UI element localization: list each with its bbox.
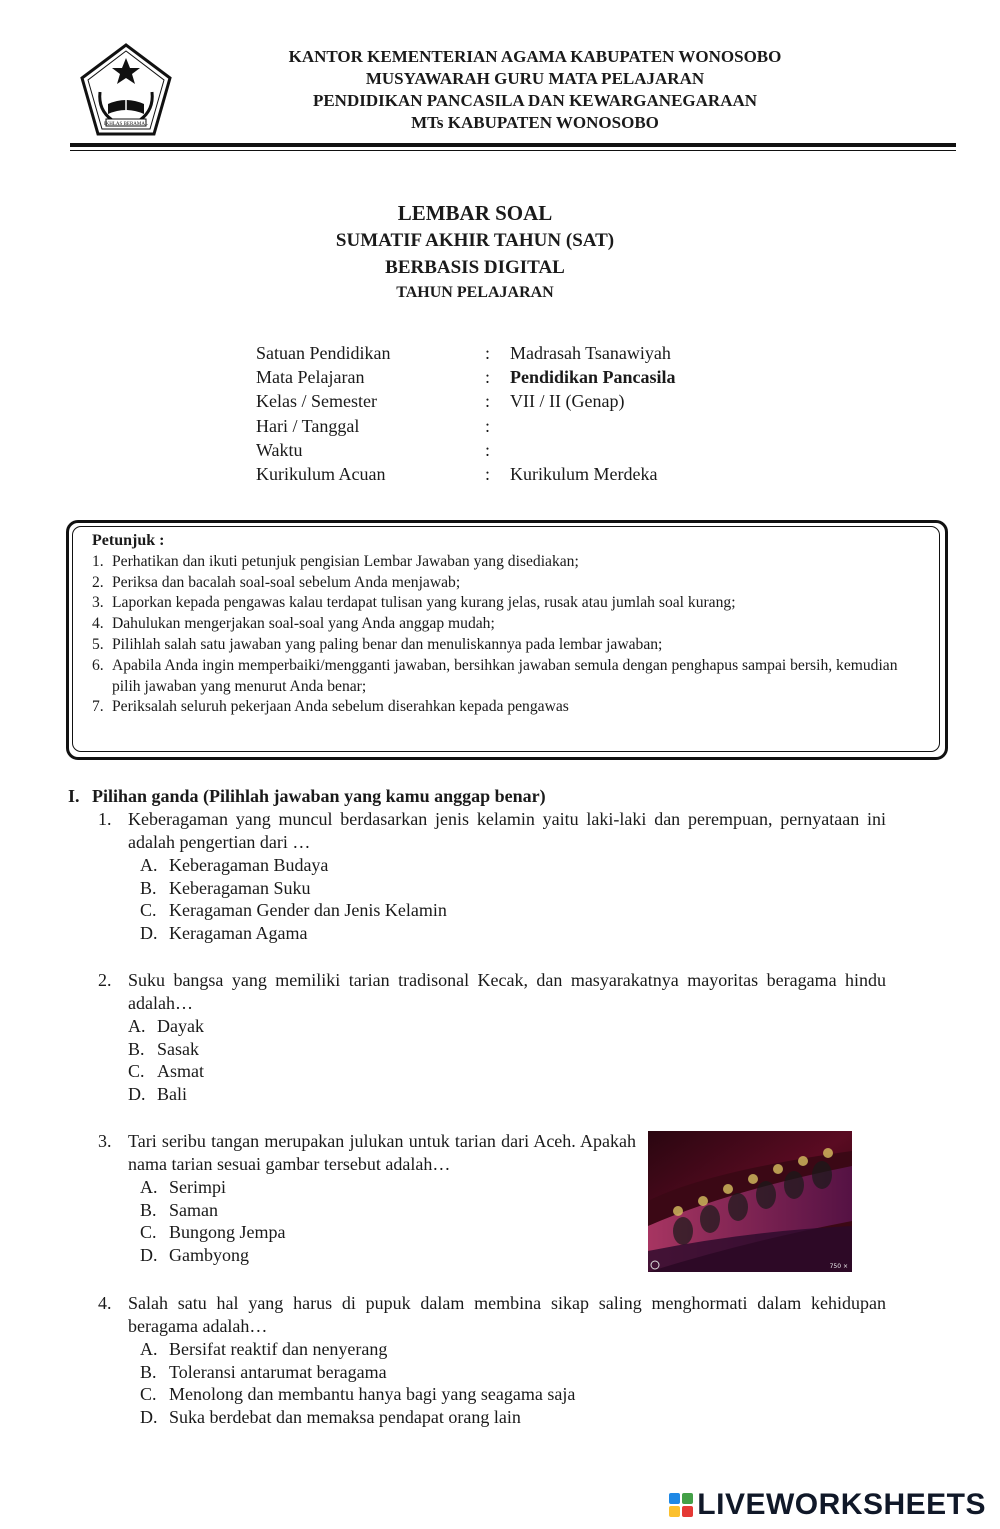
option-letter: D. <box>140 1244 158 1265</box>
option-letter: C. <box>128 1061 145 1082</box>
identity-label: Waktu <box>256 439 303 460</box>
identity-colon: : <box>485 343 491 363</box>
section-title <box>68 784 546 808</box>
option-letter: A. <box>140 1177 158 1197</box>
letterhead-line-2: MUSYAWARAH GURU MATA PELAJARAN <box>365 69 705 88</box>
option-letter: A. <box>140 1339 158 1359</box>
answer-options <box>140 1338 886 1428</box>
answer-option[interactable] <box>140 854 886 877</box>
letterhead-line-1: KANTOR KEMENTERIAN AGAMA KABUPATEN WONOSOBO <box>288 47 782 66</box>
letterhead <box>230 46 840 134</box>
instruction-number: 2. <box>92 573 104 591</box>
instructions <box>92 531 922 718</box>
identity-row <box>256 389 676 413</box>
identity-colon: : <box>485 439 491 460</box>
answer-option[interactable] <box>140 1338 886 1361</box>
identity-row <box>256 341 676 365</box>
instruction-item <box>92 697 922 718</box>
option-text: Keberagaman Suku <box>169 877 311 898</box>
option-text: Sasak <box>157 1038 199 1059</box>
identity-colon: : <box>485 367 491 388</box>
question-text: Tari seribu tangan merupakan julukan untuk tarian dari Aceh. Apakah nama tarian sesuai gambar tersebut adalah… <box>128 1131 636 1174</box>
option-letter: B. <box>128 1038 145 1059</box>
option-text: Bungong Jempa <box>169 1222 286 1243</box>
title-line-1: LEMBAR SOAL <box>397 201 553 225</box>
question-number: 2. <box>98 970 112 990</box>
option-text: Gambyong <box>169 1244 249 1265</box>
answer-option[interactable] <box>128 1083 886 1106</box>
identity-value: Kurikulum Merdeka <box>510 463 658 484</box>
question-stem <box>98 1292 886 1338</box>
identity-row <box>256 438 676 462</box>
instruction-text: Periksa dan bacalah soal-soal sebelum Anda menjawab; <box>112 573 461 591</box>
option-text: Saman <box>169 1199 218 1220</box>
option-letter: B. <box>140 1199 157 1220</box>
option-letter: D. <box>128 1083 146 1104</box>
option-text: Toleransi antarumat beragama <box>169 1361 387 1382</box>
question-text: Salah satu hal yang harus di pupuk dalam membina sikap saling menghormati dalam kehidupan beragama adalah… <box>128 1293 886 1336</box>
option-text: Dayak <box>157 1016 204 1036</box>
logo-motto: IKHLAS BERAMAL <box>103 122 149 127</box>
answer-options <box>128 1015 886 1105</box>
option-letter: D. <box>140 1406 158 1427</box>
identity-value: Madrasah Tsanawiyah <box>510 343 671 363</box>
brand-name: LIVEWORKSHEETS <box>697 1488 986 1521</box>
question-1 <box>98 808 886 944</box>
instruction-item <box>92 614 922 635</box>
letterhead-divider-thin <box>70 150 956 151</box>
option-letter: B. <box>140 877 157 898</box>
letterhead-line-4: MTs KABUPATEN WONOSOBO <box>411 113 659 132</box>
identity-colon: : <box>485 391 491 412</box>
option-text: Asmat <box>157 1061 204 1082</box>
instruction-item <box>92 593 922 614</box>
instructions-title: Petunjuk : <box>92 532 165 549</box>
question-number: 4. <box>98 1293 112 1313</box>
document-title <box>250 199 700 305</box>
answer-options <box>140 854 886 944</box>
option-text: Serimpi <box>169 1177 226 1197</box>
title-line-4: TAHUN PELAJARAN <box>396 284 554 301</box>
identity-row <box>256 414 676 438</box>
instruction-text: Apabila Anda ingin memperbaiki/mengganti jawaban, bersihkan jawaban semula dengan penghapus sampai bersih, kemudian pilih jawaban yang menurut Anda benar; <box>112 656 898 695</box>
option-text: Bali <box>157 1083 187 1104</box>
identity-table <box>256 341 676 486</box>
instruction-number: 1. <box>92 552 104 570</box>
answer-option[interactable] <box>140 1383 886 1406</box>
option-letter: A. <box>128 1016 146 1036</box>
answer-option[interactable] <box>140 922 886 945</box>
option-text: Keberagaman Budaya <box>169 855 329 875</box>
instructions-list <box>92 552 922 718</box>
instruction-text: Perhatikan dan ikuti petunjuk pengisian Lembar Jawaban yang disediakan; <box>112 552 579 570</box>
instruction-item <box>92 635 922 656</box>
image-size-caption: 750 × <box>829 1263 848 1270</box>
question-number: 1. <box>98 809 112 829</box>
instruction-number: 7. <box>92 698 104 716</box>
option-letter: C. <box>140 900 157 921</box>
question-stem <box>98 969 886 1015</box>
option-text: Keragaman Agama <box>169 922 308 943</box>
instruction-text: Pilihlah salah satu jawaban yang paling benar dan menuliskannya pada lembar jawaban; <box>112 635 663 653</box>
answer-option[interactable] <box>140 899 886 922</box>
instruction-item <box>92 573 922 594</box>
identity-label: Hari / Tanggal <box>256 415 360 436</box>
section-number: I. <box>68 786 80 806</box>
instruction-item <box>92 552 922 573</box>
question-4 <box>98 1292 886 1428</box>
instruction-number: 5. <box>92 635 104 653</box>
answer-option[interactable] <box>128 1038 886 1061</box>
question-text: Suku bangsa yang memiliki tarian tradisonal Kecak, dan masyarakatnya mayoritas beragama hindu adalah… <box>128 970 886 1013</box>
title-line-2: SUMATIF AKHIR TAHUN (SAT) <box>335 230 615 251</box>
answer-option[interactable] <box>128 1015 886 1038</box>
instruction-number: 4. <box>92 615 104 633</box>
identity-row <box>256 365 676 389</box>
identity-colon: : <box>485 415 491 436</box>
option-text: Menolong dan membantu hanya bagi yang seagama saja <box>169 1384 576 1405</box>
question-number: 3. <box>98 1131 112 1151</box>
question-stem <box>98 808 886 854</box>
option-text: Keragaman Gender dan Jenis Kelamin <box>169 900 447 921</box>
identity-value: VII / II (Genap) <box>510 391 625 412</box>
identity-label: Kelas / Semester <box>256 391 377 412</box>
identity-colon: : <box>485 463 491 484</box>
option-letter: B. <box>140 1361 157 1382</box>
letterhead-line-3: PENDIDIKAN PANCASILA DAN KEWARGANEGARAAN <box>312 91 758 110</box>
identity-label: Satuan Pendidikan <box>256 343 391 363</box>
option-letter: A. <box>140 855 158 875</box>
option-letter: D. <box>140 922 158 943</box>
instruction-item <box>92 656 922 698</box>
title-line-3: BERBASIS DIGITAL <box>385 257 565 278</box>
option-text: Bersifat reaktif dan nenyerang <box>169 1339 388 1359</box>
instruction-text: Dahulukan mengerjakan soal-soal yang Anda anggap mudah; <box>112 615 495 633</box>
letterhead-divider-thick <box>70 143 956 147</box>
instruction-number: 6. <box>92 656 104 674</box>
option-letter: C. <box>140 1384 157 1405</box>
liveworksheets-logo-icon <box>669 1493 693 1517</box>
saman-dance-photo <box>648 1131 852 1272</box>
instruction-text: Laporkan kepada pengawas kalau terdapat tulisan yang kurang jelas, rusak atau jumlah soal kurang; <box>112 594 736 612</box>
kemenag-logo <box>78 42 174 138</box>
question-text: Keberagaman yang muncul berdasarkan jenis kelamin yaitu laki-laki dan perempuan, pernyataan ini adalah pengertian dari … <box>128 809 886 852</box>
identity-value: Pendidikan Pancasila <box>510 367 676 388</box>
option-letter: C. <box>140 1222 157 1243</box>
liveworksheets-brand <box>669 1488 986 1522</box>
question-2 <box>98 969 886 1105</box>
answer-option[interactable] <box>140 1406 886 1429</box>
identity-label: Mata Pelajaran <box>256 367 365 388</box>
instruction-text: Periksalah seluruh pekerjaan Anda sebelum diserahkan kepada pengawas <box>112 698 569 716</box>
identity-row <box>256 462 676 486</box>
answer-option[interactable] <box>140 1361 886 1384</box>
option-text: Suka berdebat dan memaksa pendapat orang lain <box>169 1406 521 1427</box>
identity-label: Kurikulum Acuan <box>256 463 386 484</box>
section-heading: Pilihan ganda (Pilihlah jawaban yang kamu anggap benar) <box>92 786 546 806</box>
answer-option[interactable] <box>140 877 886 900</box>
answer-option[interactable] <box>128 1060 886 1083</box>
instruction-number: 3. <box>92 594 104 612</box>
